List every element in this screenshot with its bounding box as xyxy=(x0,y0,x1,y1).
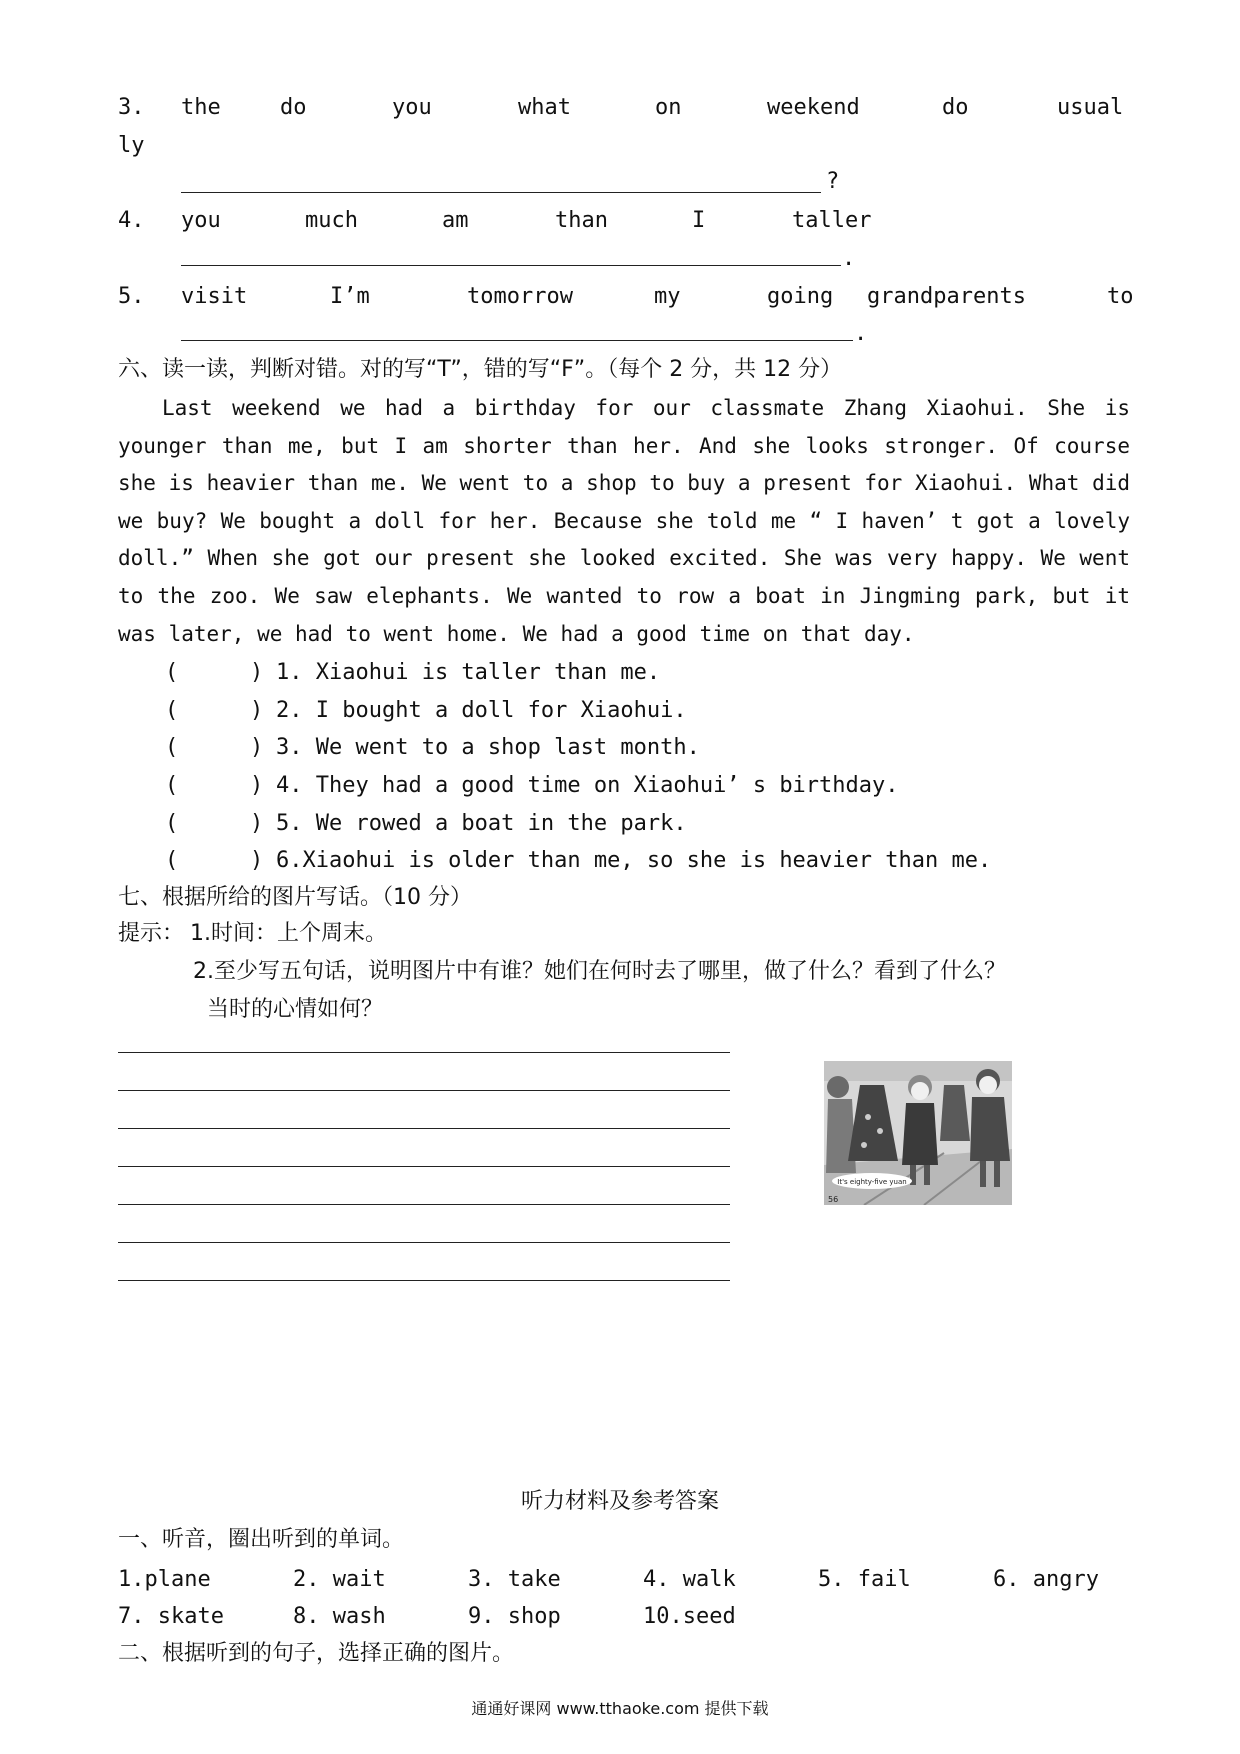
q3-word: you xyxy=(392,95,432,120)
hint-label: 提示： xyxy=(118,921,185,946)
picture-caption: It's eighty-five yuan xyxy=(837,1178,907,1186)
answer-word: 3. take xyxy=(468,1567,561,1592)
q3-word: usual xyxy=(1057,95,1124,120)
writing-line[interactable] xyxy=(118,1280,730,1281)
q5-word: I’m xyxy=(330,284,370,309)
section-6-title: 六、读一读，判断对错。对的写“T”，错的写“F”。（每个 2 分，共 12 分） xyxy=(118,357,843,382)
tf-answer-paren-open[interactable]: ( xyxy=(165,848,179,873)
answer-word: 4. walk xyxy=(643,1567,736,1592)
tf-answer-paren-open[interactable]: ( xyxy=(165,698,179,723)
q3-word: the xyxy=(181,95,221,120)
tf-answer-paren-close: ) xyxy=(250,811,264,836)
shopping-illustration xyxy=(824,1061,1012,1205)
hint-1: 1.时间：上个周末。 xyxy=(190,921,387,946)
tf-answer-paren-open[interactable]: ( xyxy=(165,660,179,685)
q5-word: my xyxy=(654,284,681,309)
q4-number: 4. xyxy=(118,208,145,233)
q5-word: tomorrow xyxy=(467,284,573,309)
answers-heading: 听力材料及参考答案 xyxy=(520,1489,719,1514)
tf-answer-paren-close: ) xyxy=(250,698,264,723)
writing-line[interactable] xyxy=(118,1166,730,1167)
section-7-title: 七、根据所给的图片写话。（10 分） xyxy=(118,885,472,910)
tf-statement: 1. Xiaohui is taller than me. xyxy=(276,660,661,685)
q3-word: do xyxy=(942,95,969,120)
writing-line[interactable] xyxy=(118,1128,730,1129)
q5-number: 5. xyxy=(118,284,145,309)
q4-end-mark: . xyxy=(842,246,856,271)
answer-word: 1.plane xyxy=(118,1567,211,1592)
answers-part-1-title: 一、听音，圈出听到的单词。 xyxy=(118,1527,405,1552)
q5-word: to xyxy=(1107,284,1134,309)
hint-2-continued: 当时的心情如何？ xyxy=(207,997,384,1022)
q5-word: grandparents xyxy=(867,284,1026,309)
tf-answer-paren-close: ) xyxy=(250,848,264,873)
tf-statement: 6.Xiaohui is older than me, so she is heavier than me. xyxy=(276,848,992,873)
q3-number: 3. xyxy=(118,95,145,120)
q4-word: taller xyxy=(792,208,872,233)
q3-word: what xyxy=(518,95,571,120)
q3-word-wrap: ly xyxy=(118,133,145,158)
q3-answer-line[interactable] xyxy=(181,192,821,193)
answer-word: 5. fail xyxy=(818,1567,911,1592)
answer-word: 9. shop xyxy=(468,1604,561,1629)
reading-passage-text: Last weekend we had a birthday for our classmate Zhang Xiaohui. She is younger than me, but I am shorter than her. And she looks stronger. Of course she is heavier than me. We went to a shop to buy a present for Xiaohui. What did we buy? We bought a doll for her. Because she told me “ I haven’ t got a lovely doll.” When she got our present she looked excited. She was very happy. We went to the zoo. We saw elephants. We wanted to row a boat in Jingming park, but it was later, we had to went home. We had a good time on that day. xyxy=(118,396,1130,646)
answers-part-2-title: 二、根据听到的句子，选择正确的图片。 xyxy=(118,1641,515,1666)
q3-word: on xyxy=(655,95,682,120)
q3-word: weekend xyxy=(767,95,860,120)
tf-answer-paren-open[interactable]: ( xyxy=(165,773,179,798)
tf-answer-paren-open[interactable]: ( xyxy=(165,811,179,836)
q4-word: am xyxy=(442,208,469,233)
q3-word: do xyxy=(280,95,307,120)
q3-end-mark: ? xyxy=(826,169,840,194)
answer-word: 2. wait xyxy=(293,1567,386,1592)
answer-word: 7. skate xyxy=(118,1604,224,1629)
footer-credit: 通通好课网 www.tthaoke.com 提供下载 xyxy=(471,1699,769,1718)
q5-end-mark: . xyxy=(854,321,868,346)
writing-line[interactable] xyxy=(118,1242,730,1243)
q4-word: you xyxy=(181,208,221,233)
q4-word: I xyxy=(692,208,706,233)
reading-passage xyxy=(118,390,1130,653)
writing-line[interactable] xyxy=(118,1052,730,1053)
answer-word: 6. angry xyxy=(993,1567,1099,1592)
q5-word: visit xyxy=(181,284,248,309)
answer-word: 10.seed xyxy=(643,1604,736,1629)
tf-answer-paren-close: ) xyxy=(250,773,264,798)
q4-answer-line[interactable] xyxy=(181,265,841,266)
answer-word: 8. wash xyxy=(293,1604,386,1629)
q5-answer-line[interactable] xyxy=(181,340,853,341)
q4-word: than xyxy=(555,208,608,233)
tf-statement: 2. I bought a doll for Xiaohui. xyxy=(276,698,687,723)
hint-2: 2.至少写五句话，说明图片中有谁？她们在何时去了哪里，做了什么？看到了什么？ xyxy=(193,959,1006,984)
writing-line[interactable] xyxy=(118,1090,730,1091)
tf-answer-paren-open[interactable]: ( xyxy=(165,735,179,760)
tf-answer-paren-close: ) xyxy=(250,735,264,760)
q5-word: going xyxy=(767,284,834,309)
tf-statement: 3. We went to a shop last month. xyxy=(276,735,700,760)
writing-line[interactable] xyxy=(118,1204,730,1205)
q4-word: much xyxy=(305,208,358,233)
tf-answer-paren-close: ) xyxy=(250,660,264,685)
picture-page-number: 56 xyxy=(828,1195,839,1204)
tf-statement: 5. We rowed a boat in the park. xyxy=(276,811,687,836)
tf-statement: 4. They had a good time on Xiaohui’ s birthday. xyxy=(276,773,899,798)
